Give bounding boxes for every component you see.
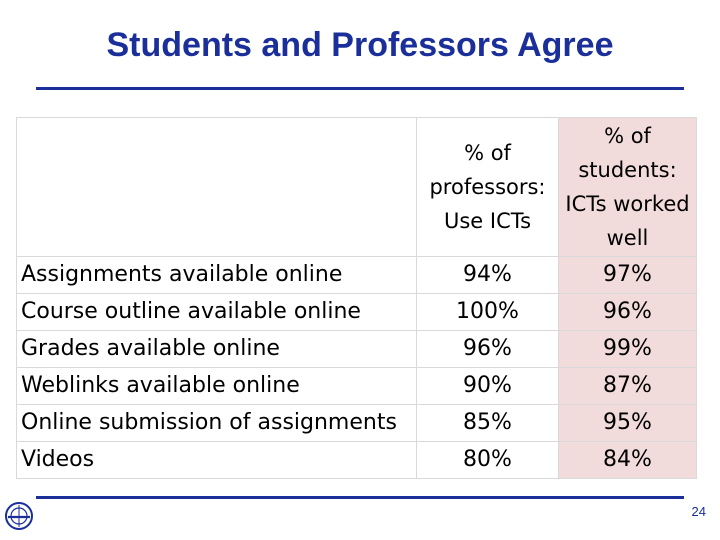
row-item: Weblinks available online: [17, 368, 417, 405]
page-number: 24: [691, 504, 706, 519]
footer-divider: [36, 496, 684, 499]
row-students-value: 87%: [559, 368, 697, 405]
header-students: % of students: ICTs worked well: [559, 118, 697, 257]
table-row: [17, 442, 697, 479]
row-students-value: 95%: [559, 405, 697, 442]
row-item: Grades available online: [17, 331, 417, 368]
table-header-row: [17, 118, 697, 257]
row-professors-value: 80%: [417, 442, 559, 479]
title-divider: [36, 87, 684, 90]
row-professors-value: 90%: [417, 368, 559, 405]
table-row: [17, 368, 697, 405]
table-row: [17, 405, 697, 442]
row-item: Online submission of assignments: [17, 405, 417, 442]
row-students-value: 99%: [559, 331, 697, 368]
comparison-table: [16, 117, 697, 479]
row-item: Videos: [17, 442, 417, 479]
header-professors: % of professors: Use ICTs: [417, 118, 559, 257]
row-students-value: 97%: [559, 257, 697, 294]
row-item: Course outline available online: [17, 294, 417, 331]
table-row: [17, 331, 697, 368]
slide-title: Students and Professors Agree: [106, 26, 614, 64]
row-item: Assignments available online: [17, 257, 417, 294]
header-item: [17, 118, 417, 257]
table-row: [17, 294, 697, 331]
row-professors-value: 100%: [417, 294, 559, 331]
row-professors-value: 85%: [417, 405, 559, 442]
row-professors-value: 96%: [417, 331, 559, 368]
row-professors-value: 94%: [417, 257, 559, 294]
organization-logo-icon: [4, 501, 34, 531]
table-row: [17, 257, 697, 294]
comparison-table-container: [16, 117, 696, 483]
row-students-value: 84%: [559, 442, 697, 479]
row-students-value: 96%: [559, 294, 697, 331]
